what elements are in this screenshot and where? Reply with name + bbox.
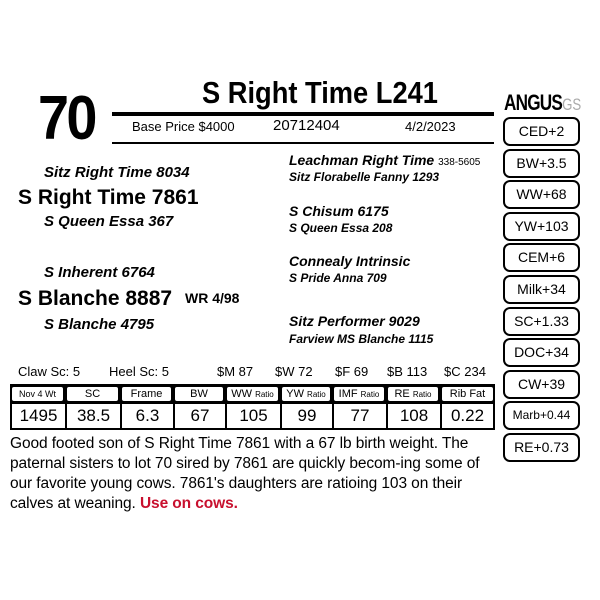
claw-score: Claw Sc: 5 [18,364,81,379]
value-imf-ratio: 77 [332,404,386,430]
pedigree-dsss: Connealy Intrinsic [289,253,411,269]
epd-column [503,117,580,465]
performance-table [10,384,495,430]
lot-comment [10,434,500,514]
value-frame: 6.3 [120,404,173,430]
comment-text: Good footed son of S Right Time 7861 with a 67 lb birth weight. The paternal sisters to lot 70 sired by 7861 are quickly becom-ing some of our favorite young cows. 7861's daughters are ratioing 103 on their calves at weaning. [10,435,480,512]
pedigree-ssds: S Chisum 6175 [289,203,389,219]
epd-cem: CEM+6 [503,243,580,272]
value-rib-fat: 0.22 [440,404,495,430]
value-sc: 38.5 [65,404,120,430]
pedigree-sire: S Right Time 7861 [18,186,199,209]
epd-sc: SC+1.33 [503,307,580,336]
comment-highlight: Use on cows. [139,495,238,512]
index-c: $C 234 [444,364,486,379]
value-re-ratio: 108 [386,404,440,430]
epd-marb: Marb+0.44 [503,401,580,430]
epd-ced: CED+2 [503,117,580,146]
header-cell: Rib Fat [440,384,495,404]
value-yw-ratio: 99 [280,404,332,430]
header-rule-bottom [112,142,494,144]
index-b: $B 113 [387,364,428,379]
header-cell: IMF Ratio [332,384,386,404]
value-ww-ratio: 105 [225,404,280,430]
epd-re: RE+0.73 [503,433,580,462]
pedigree-sssd: Sitz Florabelle Fanny 1293 [289,170,440,184]
epd-milk: Milk+34 [503,275,580,304]
pedigree-dssd: S Pride Anna 709 [289,271,387,285]
header-cell: YW Ratio [280,384,332,404]
base-price: Base Price $4000 [132,119,235,134]
performance-value-row [10,404,495,430]
dam-wr: WR 4/98 [185,290,240,306]
epd-ww: WW+68 [503,180,580,209]
epd-doc: DOC+34 [503,338,580,367]
epd-cw: CW+39 [503,370,580,399]
logo-suffix: GS [562,95,582,114]
pedigree-ssss-reg: 338-5605 [438,157,481,168]
performance-header-row [10,384,495,404]
pedigree-dam-sire: S Inherent 6764 [44,264,155,281]
pedigree-dam-dam: S Blanche 4795 [44,316,155,333]
header-cell: Frame [120,384,173,404]
index-w: $W 72 [275,364,313,379]
pedigree-ssss [289,151,480,172]
header-cell: RE Ratio [386,384,440,404]
pedigree-ssdd: S Queen Essa 208 [289,221,393,235]
header-rule-top [112,112,494,116]
pedigree-ddsd: Farview MS Blanche 1115 [289,332,434,346]
header-cell: BW [173,384,225,404]
pedigree-dam: S Blanche 8887 [18,287,173,310]
registration-number: 20712404 [273,117,340,134]
pedigree-ssss-name: Leachman Right Time [289,152,435,168]
index-f: $F 69 [335,364,369,379]
header-cell: WW Ratio [225,384,280,404]
header-cell: SC [65,384,120,404]
pedigree-sire-sire: Sitz Right Time 8034 [44,164,190,181]
index-m: $M 87 [217,364,254,379]
pedigree-ddss: Sitz Performer 9029 [289,313,420,329]
epd-yw: YW+103 [503,212,580,241]
header-cell: Nov 4 Wt [10,384,65,404]
animal-name: S Right Time L241 [202,75,438,110]
lot-number: 70 [38,84,95,153]
value-bw: 67 [173,404,225,430]
angus-gs-logo [504,91,581,117]
pedigree-sire-dam: S Queen Essa 367 [44,213,174,230]
birth-date: 4/2/2023 [405,119,456,134]
heel-score: Heel Sc: 5 [109,364,169,379]
logo-main: ANGUS [504,90,563,115]
epd-bw: BW+3.5 [503,149,580,178]
value-nov-wt: 1495 [10,404,65,430]
